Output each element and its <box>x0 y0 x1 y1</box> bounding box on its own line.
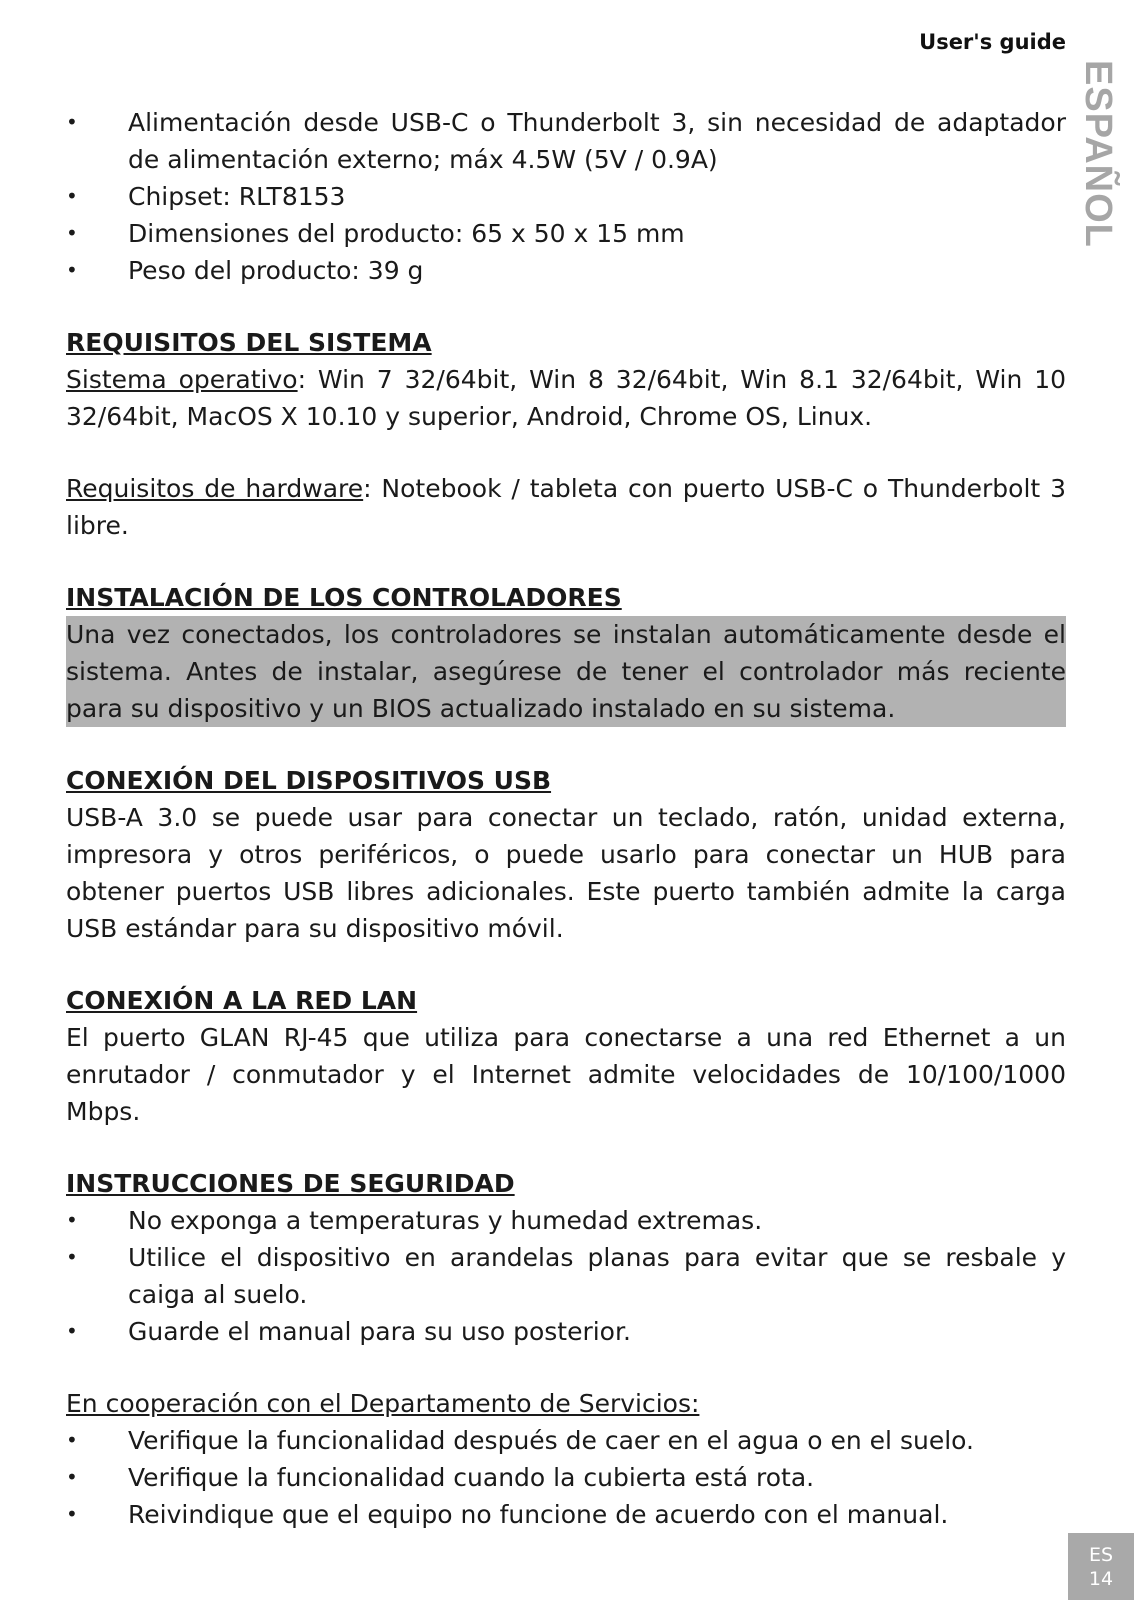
list-item: • No exponga a temperaturas y humedad extremas. <box>66 1202 1066 1239</box>
lan-paragraph: El puerto GLAN RJ-45 que utiliza para conectarse a una red Ethernet a un enrutador / conmutador y el Internet admite velocidades de 10/100/1000 Mbps. <box>66 1023 1066 1126</box>
usb-paragraph: USB-A 3.0 se puede usar para conectar un teclado, ratón, unidad externa, impresora y otros periféricos, o puede usarlo para conectar un HUB para obtener puertos USB libres adicionales. Este puerto también admite la carga USB estándar para su dispositivo móvil. <box>66 803 1066 943</box>
section-heading-lan: CONEXIÓN A LA RED LAN <box>66 986 418 1015</box>
page-content <box>66 104 1066 1533</box>
list-item: • Verifique la funcionalidad cuando la cubierta está rota. <box>66 1459 1066 1496</box>
list-item: • Alimentación desde USB-C o Thunderbolt 3, sin necesidad de adaptador de alimentación externo; máx 4.5W (5V / 0.9A) <box>66 104 1066 178</box>
service-list <box>66 1422 1066 1533</box>
safety-list <box>66 1202 1066 1350</box>
page-header: User's guide <box>919 30 1066 54</box>
highlighted-paragraph: Una vez conectados, los controladores se instalan automáticamente desde el sistema. Antes de instalar, asegúrese de tener el controlador más reciente para su dispositivo y un BIOS actualizado instalado en su sistema. <box>66 616 1066 727</box>
page-lang: ES <box>1088 1544 1114 1566</box>
section-heading-requisitos: REQUISITOS DEL SISTEMA <box>66 328 432 357</box>
os-label: Sistema operativo <box>66 365 298 394</box>
list-item: • Chipset: RLT8153 <box>66 178 1066 215</box>
hardware-text: : Notebook / tableta con puerto USB-C o Thunderbolt 3 libre. <box>66 474 1066 540</box>
spec-list <box>66 104 1066 289</box>
os-text: : Win 7 32/64bit, Win 8 32/64bit, Win 8.1 32/64bit, Win 10 32/64bit, MacOS X 10.10 y superior, Android, Chrome OS, Linux. <box>66 365 1067 431</box>
list-item: • Peso del producto: 39 g <box>66 252 1066 289</box>
list-item: • Verifique la funcionalidad después de caer en el agua o en el suelo. <box>66 1422 1066 1459</box>
list-item: • Guarde el manual para su uso posterior. <box>66 1313 1066 1350</box>
section-heading-seguridad: INSTRUCCIONES DE SEGURIDAD <box>66 1169 515 1198</box>
hardware-label: Requisitos de hardware <box>66 474 364 503</box>
hardware-paragraph <box>66 470 1066 544</box>
list-item: • Utilice el dispositivo en arandelas planas para evitar que se resbale y caiga al suelo. <box>66 1239 1066 1313</box>
list-item: • Dimensiones del producto: 65 x 50 x 15 mm <box>66 215 1066 252</box>
list-item: • Reivindique que el equipo no funcione de acuerdo con el manual. <box>66 1496 1066 1533</box>
service-heading: En cooperación con el Departamento de Servicios: <box>66 1389 700 1418</box>
os-paragraph <box>66 361 1066 435</box>
section-heading-usb: CONEXIÓN DEL DISPOSITIVOS USB <box>66 766 552 795</box>
section-heading-instalacion: INSTALACIÓN DE LOS CONTROLADORES <box>66 583 622 612</box>
page-number-tab <box>1068 1533 1134 1600</box>
page-number: 14 <box>1088 1568 1114 1590</box>
language-side-tab: ESPAÑOL <box>1077 60 1119 248</box>
